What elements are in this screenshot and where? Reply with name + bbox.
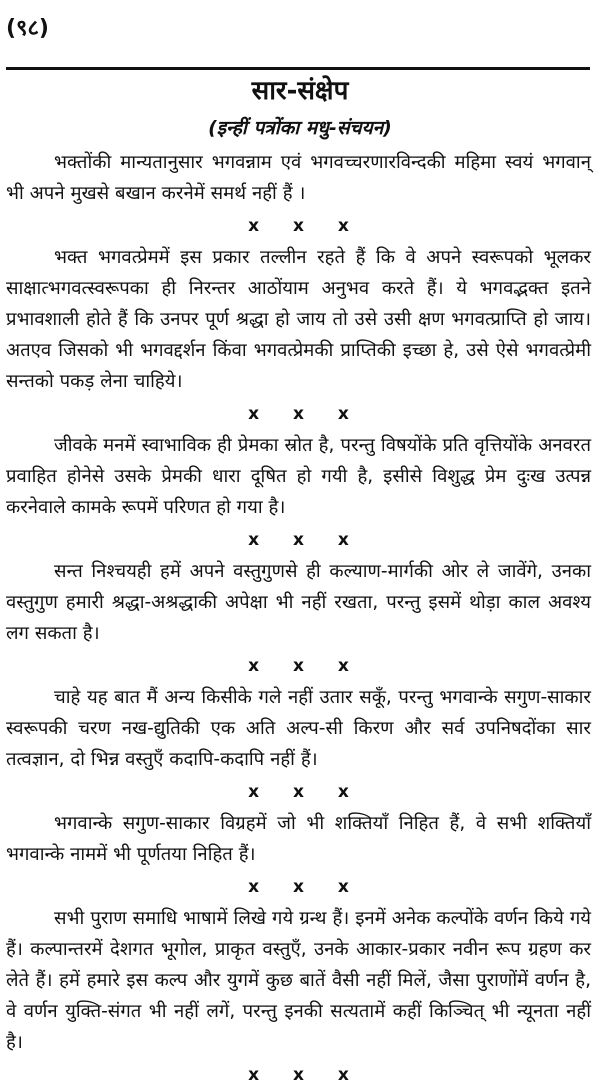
paragraph-3: जीवके मनमें स्वाभाविक ही प्रेमका स्रोत है, परन्तु विषयोंके प्रति वृत्तियोंके अनवरत प्रवाहित होनेसे उसके प्रेमकी धारा दूषित हो गयी है, इसीसे विशुद्ध प्रेम दुःख उत्पन्न करनेवाले कामके रूपमें परिणत हो गया है। (6, 435, 591, 518)
section-separator: x x x (248, 656, 349, 676)
section-separator: x x x (248, 877, 349, 897)
paragraph-6: भगवान्के सगुण-साकार विग्रहमें जो भी शक्तियाँ निहित हैं, वे सभी शक्तियाँ भगवान्के नाममें भी पूर्णतया निहित हैं। (6, 813, 591, 865)
section-separator: x x x (248, 530, 349, 550)
paragraph-7: सभी पुराण समाधि भाषामें लिखे गये ग्रन्थ हैं। इनमें अनेक कल्पोंके वर्णन किये गये हैं। कल्पान्तरमें देशगत भूगोल, प्राकृत वस्तुएँ, उनके आकार-प्रकार नवीन रूप ग्रहण कर लेते हैं। हमें हमारे इस कल्प और युगमें कुछ बातें वैसी नहीं मिलें, जैसा पुराणोंमें वर्णन है, वे वर्णन युक्ति-संगत भी नहीं लगें, परन्तु इनकी सत्यतामें कहीं किञ्चित् भी न्यूनता नहीं है। (6, 908, 591, 1053)
paragraph-2: भक्त भगवत्प्रेममें इस प्रकार तल्लीन रहते हैं कि वे अपने स्वरूपको भूलकर साक्षात्भगवत्स्वरूपका ही निरन्तर आठोंयाम अनुभव करते हैं। ये भगवद्भक्त इतने प्रभावशाली होते हैं कि उनपर पूर्ण श्रद्धा हो जाय तो उसे उसी क्षण भगवत्प्राप्ति हो जाय। अतएव जिसको भी भगवद्दर्शन किंवा भगवत्प्रेमकी प्राप्तिकी इच्छा हे, उसे ऐसे भगवत्प्रेमी सन्तको पकड़ लेना चाहिये। (6, 247, 591, 392)
paragraph-4: सन्त निश्चयही हमें अपने वस्तुगुणसे ही कल्याण-मार्गकी ओर ले जावेंगे, उनका वस्तुगुण हमारी श्रद्धा-अश्रद्धाकी अपेक्षा भी नहीं रखता, परन्तु इसमें थोड़ा काल अवश्य लग सकता है। (6, 561, 591, 644)
section-separator: x x x (248, 216, 349, 236)
section-separator: x x x (248, 1065, 349, 1085)
section-separator: x x x (248, 782, 349, 802)
body-text (6, 147, 591, 1091)
page-title: सार-संक्षेप (251, 76, 349, 106)
page-number: (९८) (6, 16, 49, 41)
page-subtitle: (इन्हीं पत्रोंका मधु-संचयन) (208, 117, 392, 139)
section-separator: x x x (248, 404, 349, 424)
paragraph-5: चाहे यह बात मैं अन्य किसीके गले नहीं उतार सकूँ, परन्तु भगवान्के सगुण-साकार स्वरूपकी चरण नख-द्युतिकी एक अति अल्प-सी किरण और सर्व उपनिषदोंका सार तत्वज्ञान, दो भिन्न वस्तुएँ कदापि-कदापि नहीं हैं। (6, 687, 591, 770)
header-rule (6, 67, 590, 70)
paragraph-1: भक्तोंकी मान्यतानुसार भगवन्नाम एवं भगवच्चरणारविन्दकी महिमा स्वयं भगवान् भी अपने मुखसे बखान करनेमें समर्थ नहीं हैं । (6, 152, 591, 204)
